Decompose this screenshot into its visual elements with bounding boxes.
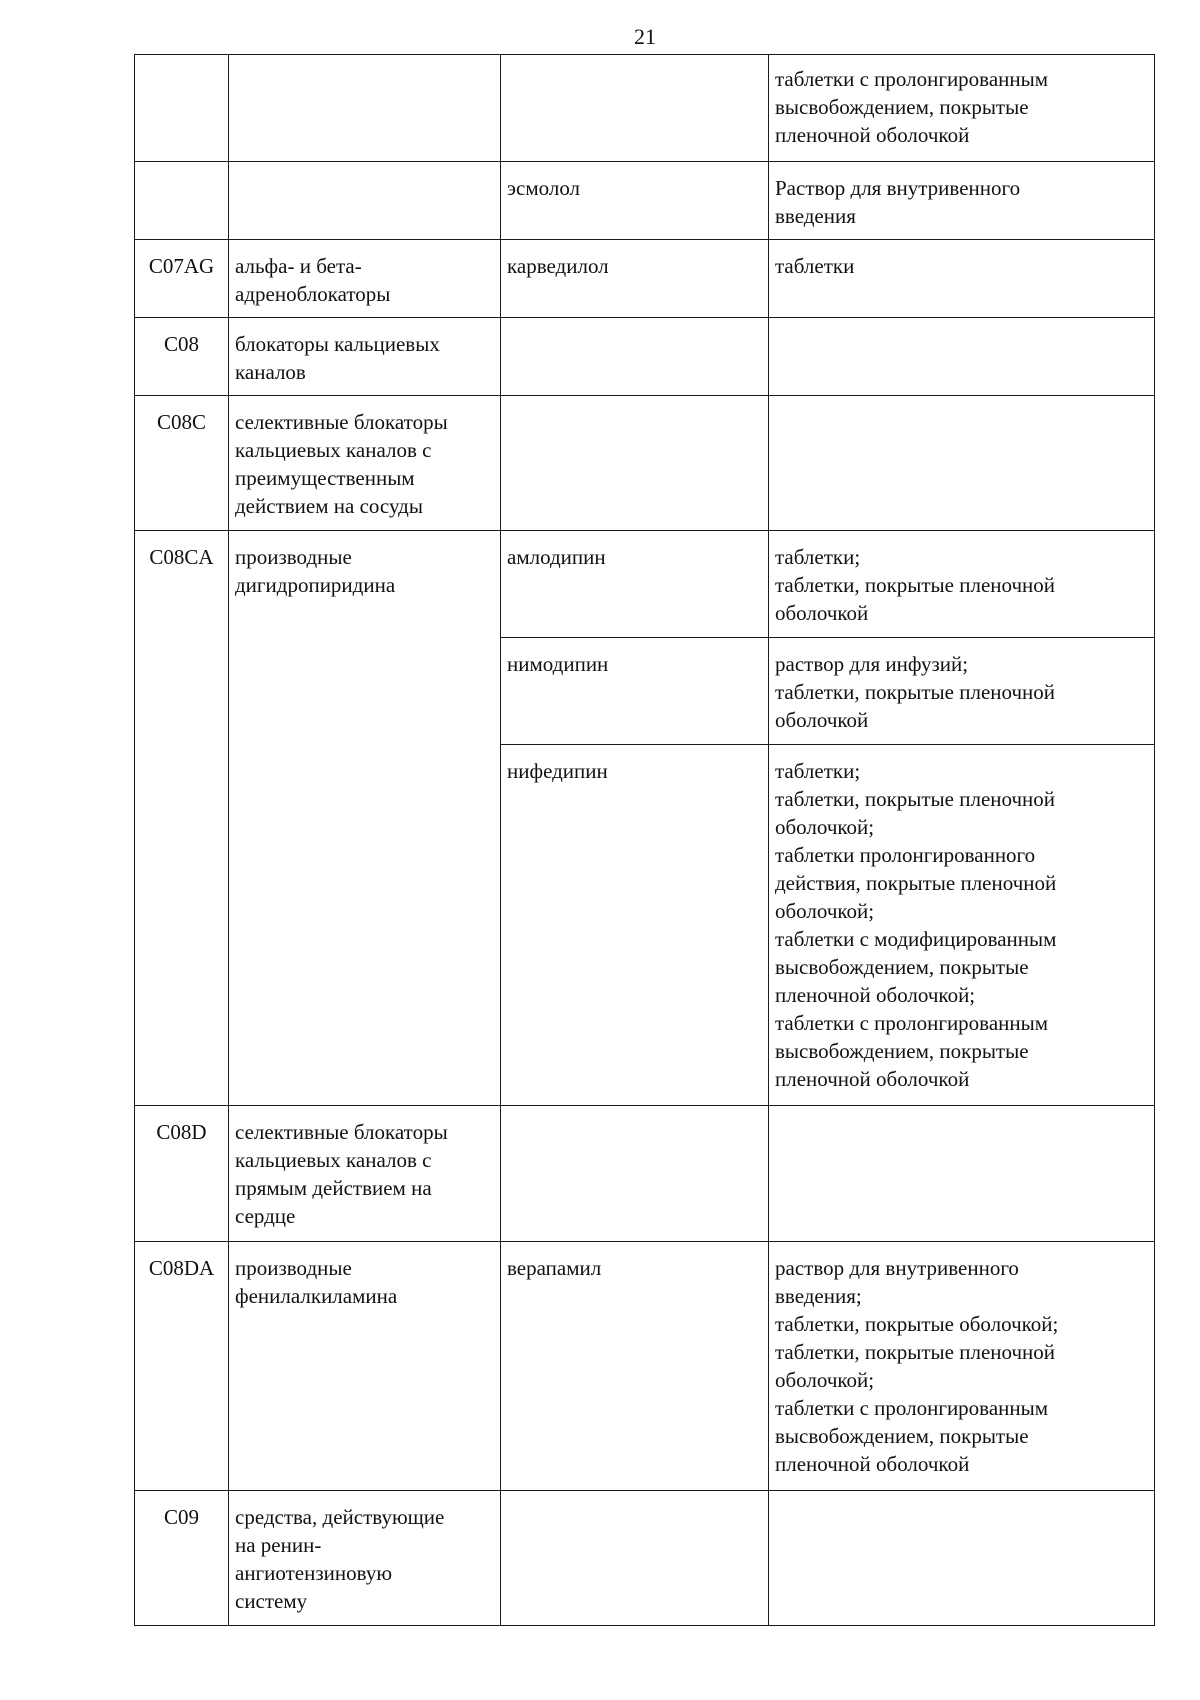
atc-code-cell: C08D <box>135 1106 229 1242</box>
drug-cell <box>501 55 769 162</box>
atc-code-cell <box>135 55 229 162</box>
atc-code-cell: C08DA <box>135 1242 229 1491</box>
dosage-form-cell <box>769 396 1155 531</box>
atc-code-cell <box>135 745 229 1106</box>
group-cell: селективные блокаторы кальциевых каналов с прямым действием на сердце <box>229 1106 501 1242</box>
atc-code-cell: C07AG <box>135 240 229 318</box>
table-row <box>135 396 1155 531</box>
group-cell: альфа- и бета- адреноблокаторы <box>229 240 501 318</box>
dosage-form-cell: таблетки <box>769 240 1155 318</box>
drug-cell: нимодипин <box>501 638 769 745</box>
atc-code-cell: C09 <box>135 1491 229 1626</box>
group-cell <box>229 162 501 240</box>
group-cell: производные дигидропиридина <box>229 531 501 638</box>
dosage-form-cell <box>769 1491 1155 1626</box>
drug-cell: верапамил <box>501 1242 769 1491</box>
dosage-form-cell: Раствор для внутривенного введения <box>769 162 1155 240</box>
dosage-form-cell: раствор для инфузий; таблетки, покрытые пленочной оболочкой <box>769 638 1155 745</box>
table-row <box>135 318 1155 396</box>
group-cell: блокаторы кальциевых каналов <box>229 318 501 396</box>
drug-cell <box>501 318 769 396</box>
group-cell: селективные блокаторы кальциевых каналов с преимущественным действием на сосуды <box>229 396 501 531</box>
table-row <box>135 638 1155 745</box>
group-cell <box>229 745 501 1106</box>
drug-cell <box>501 396 769 531</box>
group-cell: производные фенилалкиламина <box>229 1242 501 1491</box>
table-row <box>135 240 1155 318</box>
dosage-form-cell <box>769 318 1155 396</box>
group-cell <box>229 55 501 162</box>
drug-cell: карведилол <box>501 240 769 318</box>
atc-code-cell: C08C <box>135 396 229 531</box>
page-number: 21 <box>634 24 656 49</box>
dosage-form-cell: таблетки с пролонгированным высвобождением, покрытые пленочной оболочкой <box>769 55 1155 162</box>
group-cell <box>229 638 501 745</box>
drug-cell <box>501 1106 769 1242</box>
table-row <box>135 531 1155 638</box>
drug-classification-table <box>134 54 1155 1626</box>
group-cell: средства, действующие на ренин- ангиотензиновую систему <box>229 1491 501 1626</box>
dosage-form-cell: таблетки; таблетки, покрытые пленочной оболочкой; таблетки пролонгированного действия, покрытые пленочной оболочкой; таблетки с модифицированным высвобождением, покрытые пленочной оболочкой; таблетки с пролонгированным высвобождением, покрытые пленочной оболочкой <box>769 745 1155 1106</box>
dosage-form-cell <box>769 1106 1155 1242</box>
atc-code-cell <box>135 638 229 745</box>
table-row <box>135 55 1155 162</box>
table-row <box>135 1491 1155 1626</box>
dosage-form-cell: таблетки; таблетки, покрытые пленочной оболочкой <box>769 531 1155 638</box>
drug-cell: эсмолол <box>501 162 769 240</box>
table-row <box>135 1242 1155 1491</box>
atc-code-cell <box>135 162 229 240</box>
table-row <box>135 162 1155 240</box>
drug-cell: нифедипин <box>501 745 769 1106</box>
drug-cell: амлодипин <box>501 531 769 638</box>
drug-cell <box>501 1491 769 1626</box>
atc-code-cell: C08 <box>135 318 229 396</box>
table-row <box>135 745 1155 1106</box>
table-row <box>135 1106 1155 1242</box>
dosage-form-cell: раствор для внутривенного введения; таблетки, покрытые оболочкой; таблетки, покрытые пленочной оболочкой; таблетки с пролонгированным высвобождением, покрытые пленочной оболочкой <box>769 1242 1155 1491</box>
atc-code-cell: C08CA <box>135 531 229 638</box>
